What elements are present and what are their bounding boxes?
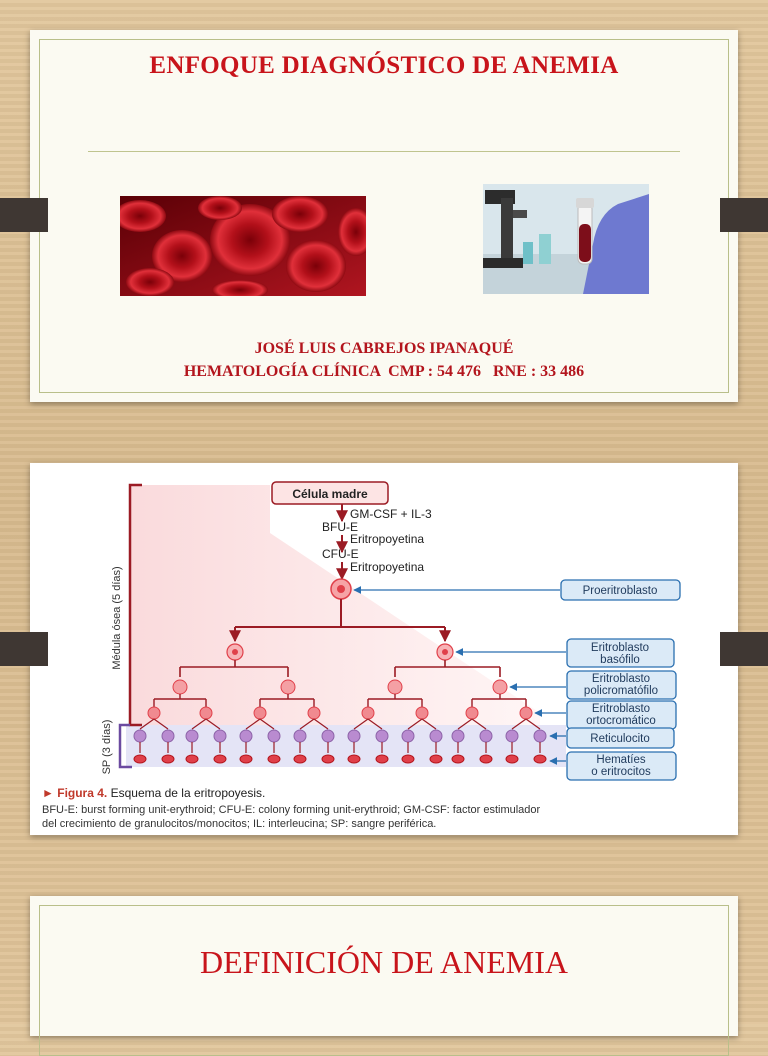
- reticulocyte-label: Reticulocito: [590, 733, 650, 745]
- basophil-cell: [437, 644, 453, 660]
- blood-cells-image: [120, 196, 366, 296]
- erythropoiesis-diagram: [30, 463, 738, 835]
- step-epo-1: Eritropoyetina: [350, 532, 425, 546]
- definition-title: DEFINICIÓN DE ANEMIA: [200, 944, 568, 980]
- right-tab-2: [720, 632, 768, 666]
- title-slide: [30, 30, 738, 402]
- erythrocyte-label-2: o eritrocitos: [591, 766, 651, 778]
- polychromatophil-label-2: policromatófilo: [583, 685, 659, 697]
- left-tab-1: [0, 198, 48, 232]
- stem-cell-label: Célula madre: [292, 487, 368, 501]
- step-epo-2: Eritropoyetina: [350, 560, 425, 574]
- proerythroblast-label: Proeritroblasto: [582, 585, 658, 597]
- polychromatophil-label-1: Eritroblasto: [591, 673, 651, 685]
- author-name: JOSÉ LUIS CABREJOS IPANAQUÉ: [254, 340, 514, 357]
- marrow-label: Médula ósea (5 días): [111, 566, 123, 670]
- right-tab-1: [720, 198, 768, 232]
- proerythroblast-cell: [331, 579, 351, 599]
- bfu-label: BFU-E: [322, 520, 358, 534]
- erythrocyte-label-1: Hematíes: [596, 754, 646, 766]
- cfu-label: CFU-E: [322, 547, 359, 561]
- orthochromatic-label-1: Eritroblasto: [591, 703, 651, 715]
- figure-caption-line2: del crecimiento de granulocitos/monocitos; IL: interleucina; SP: sangre periférica.: [42, 818, 437, 830]
- laboratory-image: [483, 184, 649, 294]
- author-credentials: HEMATOLOGÍA CLÍNICA CMP : 54 476 RNE : 33 486: [183, 363, 585, 380]
- basophil-label-2: basófilo: [600, 654, 640, 666]
- blood-label: SP (3 días): [101, 719, 113, 775]
- left-tab-2: [0, 632, 48, 666]
- step-gmcsf: GM-CSF + IL-3: [350, 507, 432, 521]
- erythropoiesis-slide: [30, 463, 738, 835]
- definition-slide: [30, 896, 738, 1036]
- title-divider: [88, 151, 680, 152]
- presentation-title: ENFOQUE DIAGNÓSTICO DE ANEMIA: [149, 52, 619, 79]
- figure-caption-line1: BFU-E: burst forming unit-erythroid; CFU-E: colony forming unit-erythroid; GM-CSF: factor estimulador: [42, 804, 541, 816]
- basophil-cell: [227, 644, 243, 660]
- orthochromatic-label-2: ortocromático: [586, 715, 656, 727]
- basophil-label-1: Eritroblasto: [590, 642, 650, 654]
- figure-caption-title: ► Figura 4. Esquema de la eritropoyesis.: [42, 786, 266, 800]
